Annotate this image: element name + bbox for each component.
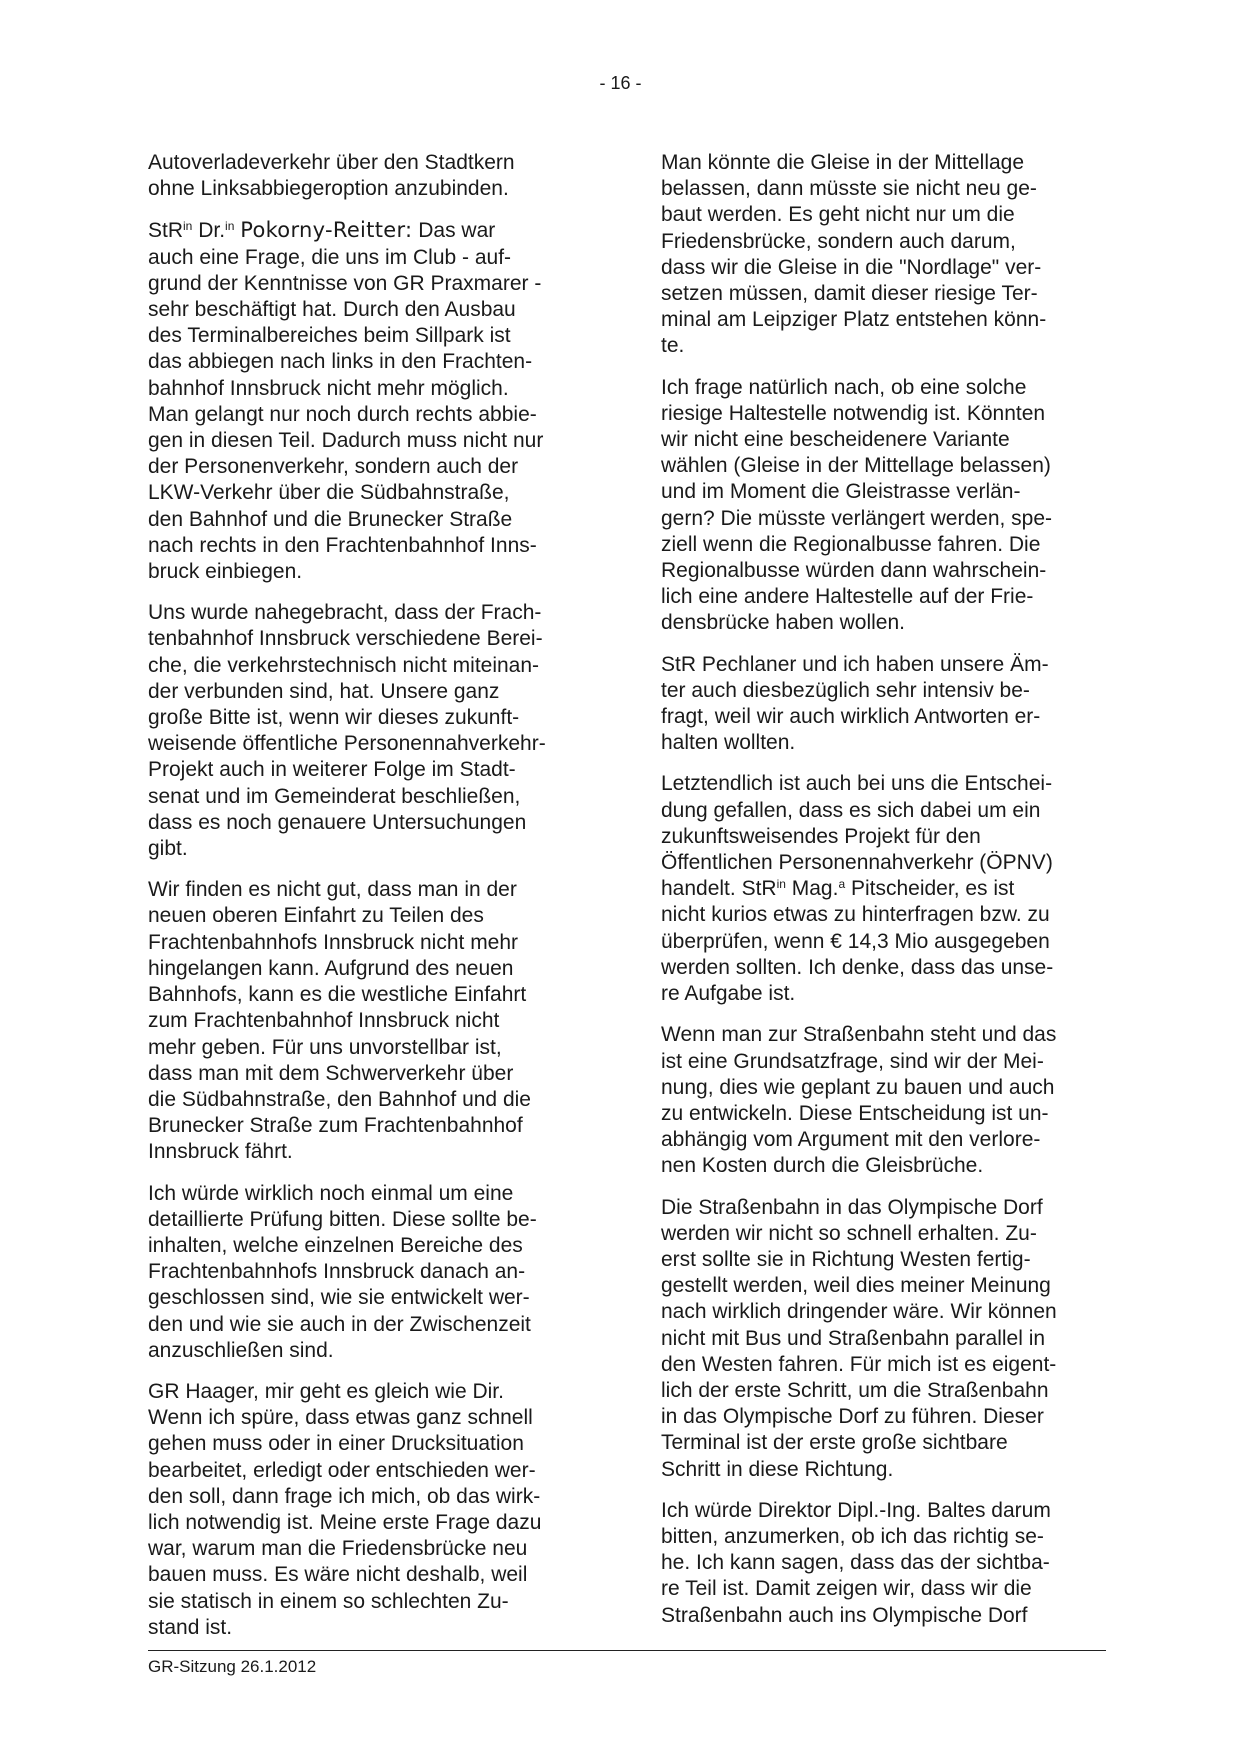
- footer-session: GR-Sitzung 26.1.2012: [148, 1657, 317, 1676]
- text-line: Bahnhofs, kann es die westliche Einfahrt: [148, 983, 527, 1007]
- speaker-line: [148, 217, 590, 244]
- footer-divider: [148, 1650, 1106, 1651]
- text-line: anzuschließen sind.: [148, 1338, 334, 1362]
- text-line: re Aufgabe ist.: [661, 982, 796, 1006]
- text-line: Frachtenbahnhofs Innsbruck nicht mehr: [148, 930, 519, 954]
- text-line: stand ist.: [148, 1615, 233, 1639]
- text-line: Letztendlich ist auch bei uns die Entschei-: [661, 772, 1053, 796]
- text-line: ohne Linksabbiegeroption anzubinden.: [148, 177, 509, 201]
- text-line: nen Kosten durch die Gleisbrüche.: [661, 1154, 984, 1178]
- text-fragment: handelt. StR: [661, 877, 777, 901]
- text-line: Regionalbusse würden dann wahrschein-: [661, 559, 1047, 583]
- text-line: ter auch diesbezüglich sehr intensiv be-: [661, 678, 1030, 702]
- page-number: - 16 -: [599, 73, 642, 93]
- text-line: Wenn man zur Straßenbahn steht und das: [661, 1023, 1057, 1047]
- text-fragment: Pitscheider, es ist: [845, 877, 1015, 901]
- left-column: [148, 150, 590, 1641]
- text-line: Straßenbahn auch ins Olympische Dorf: [661, 1603, 1028, 1627]
- mixed-line: [661, 876, 1103, 902]
- text-line: Terminal ist der erste große sichtbare: [661, 1431, 1008, 1455]
- text-line: Schritt in diese Richtung.: [661, 1457, 894, 1481]
- paragraph: [148, 150, 590, 202]
- text-line: GR Haager, mir geht es gleich wie Dir.: [148, 1379, 504, 1403]
- text-line: lich der erste Schritt, um die Straßenbahn: [661, 1378, 1049, 1402]
- text-line: werden sollten. Ich denke, dass das unse-: [661, 955, 1054, 979]
- text-line: abhängig vom Argument mit den verlore-: [661, 1128, 1041, 1152]
- right-column: [661, 150, 1103, 1629]
- speaker-title: StR: [148, 219, 184, 243]
- text-line: werden wir nicht so schnell erhalten. Zu-: [661, 1221, 1037, 1245]
- text-line: nung, dies wie geplant zu bauen und auch: [661, 1075, 1055, 1099]
- text-line: bearbeitet, erledigt oder entschieden wer-: [148, 1458, 536, 1482]
- paragraph: [661, 652, 1103, 757]
- text-line: die Südbahnstraße, den Bahnhof und die: [148, 1087, 531, 1111]
- text-line: gen in diesen Teil. Dadurch muss nicht nur: [148, 429, 544, 453]
- text-line: belassen, dann müsste sie nicht neu ge-: [661, 177, 1037, 201]
- speaker-name: Pokorny-Reitter:: [240, 218, 413, 243]
- text-line: he. Ich kann sagen, dass das der sichtba-: [661, 1551, 1050, 1575]
- speaker-title-2: Dr.: [198, 219, 226, 243]
- text-line: nicht mit Bus und Straßenbahn parallel in: [661, 1326, 1046, 1350]
- text-line: das abbiegen nach links in den Frachten-: [148, 350, 533, 374]
- text-line: Friedensbrücke, sondern auch darum,: [661, 229, 1016, 253]
- text-line: erst sollte sie in Richtung Westen fertig-: [661, 1247, 1031, 1271]
- paragraph: [661, 1195, 1103, 1483]
- text-line: bahnhof Innsbruck nicht mehr möglich.: [148, 376, 509, 400]
- text-line: sie statisch in einem so schlechten Zu-: [148, 1589, 509, 1613]
- text-line: hingelangen kann. Aufgrund des neuen: [148, 956, 514, 980]
- text-line: den Westen fahren. Für mich ist es eigent-: [661, 1352, 1057, 1376]
- paragraph: [148, 1379, 590, 1641]
- text-line: große Bitte ist, wenn wir dieses zukunft-: [148, 706, 520, 730]
- text-line: dass wir die Gleise in die "Nordlage" ver-: [661, 255, 1042, 279]
- text-line: war, warum man die Friedensbrücke neu: [148, 1537, 528, 1561]
- text-line: bauen muss. Es wäre nicht deshalb, weil: [148, 1563, 528, 1587]
- text-line: inhalten, welche einzelnen Bereiche des: [148, 1233, 523, 1257]
- text-line: Ich würde wirklich noch einmal um eine: [148, 1181, 514, 1205]
- text-line: der verbunden sind, hat. Unsere ganz: [148, 679, 500, 703]
- text-line: mehr geben. Für uns unvorstellbar ist,: [148, 1035, 502, 1059]
- text-line: densbrücke haben wollen.: [661, 611, 906, 635]
- text-line: setzen müssen, damit dieser riesige Ter-: [661, 282, 1038, 306]
- superscript: a: [838, 877, 846, 892]
- paragraph: [148, 1181, 590, 1364]
- text-line: wir nicht eine bescheidenere Variante: [661, 428, 1010, 452]
- text-line: den Bahnhof und die Brunecker Straße: [148, 507, 513, 531]
- text-line: zukunftsweisendes Projekt für den: [661, 824, 981, 848]
- text-line: Uns wurde nahegebracht, dass der Frach-: [148, 601, 542, 625]
- text-line: weisende öffentliche Personennahverkehr-: [148, 732, 546, 756]
- text-line: riesige Haltestelle notwendig ist. Könnten: [661, 401, 1046, 425]
- text-line: des Terminalbereiches beim Sillpark ist: [148, 324, 511, 348]
- text-line: dass es noch genauere Untersuchungen: [148, 810, 527, 834]
- text-fragment: Das war: [418, 219, 496, 243]
- text-line: zu entwickeln. Diese Entscheidung ist un-: [661, 1101, 1049, 1125]
- text-line: in das Olympische Dorf zu führen. Dieser: [661, 1405, 1044, 1429]
- text-line: nach rechts in den Frachtenbahnhof Inns-: [148, 533, 537, 557]
- text-line: minal am Leipziger Platz entstehen könn-: [661, 308, 1047, 332]
- text-line: gern? Die müsste verlängert werden, spe-: [661, 506, 1053, 530]
- text-line: halten wollten.: [661, 731, 796, 755]
- text-line: gestellt werden, weil dies meiner Meinung: [661, 1274, 1051, 1298]
- text-line: tenbahnhof Innsbruck verschiedene Berei-: [148, 627, 543, 651]
- paragraph: [661, 150, 1103, 360]
- text-line: Wenn ich spüre, dass etwas ganz schnell: [148, 1406, 533, 1430]
- text-line: der Personenverkehr, sondern auch der: [148, 455, 519, 479]
- paragraph: [661, 1498, 1103, 1629]
- text-line: sehr beschäftigt hat. Durch den Ausbau: [148, 298, 516, 322]
- text-line: Autoverladeverkehr über den Stadtkern: [148, 151, 515, 174]
- text-line: grund der Kenntnisse von GR Praxmarer -: [148, 271, 542, 295]
- text-line: nach wirklich dringender wäre. Wir können: [661, 1300, 1057, 1324]
- text-line: re Teil ist. Damit zeigen wir, dass wir die: [661, 1577, 1032, 1601]
- text-line: ziell wenn die Regionalbusse fahren. Die: [661, 532, 1041, 556]
- paragraph: [661, 771, 1103, 1007]
- text-line: Man gelangt nur noch durch rechts abbie-: [148, 402, 537, 426]
- text-line: zum Frachtenbahnhof Innsbruck nicht: [148, 1009, 500, 1033]
- superscript: in: [225, 219, 235, 234]
- text-line: Man könnte die Gleise in der Mittellage: [661, 151, 1025, 174]
- text-line: Wir finden es nicht gut, dass man in der: [148, 878, 517, 902]
- text-line: Projekt auch in weiterer Folge im Stadt-: [148, 758, 516, 782]
- text-line: fragt, weil wir auch wirklich Antworten er-: [661, 705, 1041, 729]
- text-line: lich eine andere Haltestelle auf der Frie-: [661, 585, 1034, 609]
- text-line: che, die verkehrstechnisch nicht miteinan-: [148, 653, 540, 677]
- text-line: gehen muss oder in einer Drucksituation: [148, 1432, 524, 1456]
- paragraph: [661, 375, 1103, 637]
- text-line: überprüfen, wenn € 14,3 Mio ausgegeben: [661, 929, 1050, 953]
- text-line: Innsbruck fährt.: [148, 1140, 293, 1164]
- superscript: in: [183, 219, 193, 234]
- text-line: dass man mit dem Schwerverkehr über: [148, 1061, 514, 1085]
- text-line: detaillierte Prüfung bitten. Diese sollte be-: [148, 1207, 537, 1231]
- text-line: den soll, dann frage ich mich, ob das wirk-: [148, 1484, 541, 1508]
- text-line: LKW-Verkehr über die Südbahnstraße,: [148, 481, 510, 505]
- text-line: dung gefallen, dass es sich dabei um ein: [661, 798, 1041, 822]
- text-line: Öffentlichen Personennahverkehr (ÖPNV): [661, 851, 1053, 875]
- text-line: Ich frage natürlich nach, ob eine solche: [661, 375, 1027, 399]
- text-line: Ich würde Direktor Dipl.-Ing. Baltes darum: [661, 1498, 1051, 1522]
- text-line: Frachtenbahnhofs Innsbruck danach an-: [148, 1260, 526, 1284]
- text-line: den und wie sie auch in der Zwischenzeit: [148, 1312, 531, 1336]
- paragraph: [661, 1022, 1103, 1179]
- text-line: senat und im Gemeinderat beschließen,: [148, 784, 521, 808]
- text-fragment: Mag.: [785, 877, 839, 901]
- text-line: auch eine Frage, die uns im Club - auf-: [148, 245, 512, 269]
- text-line: baut werden. Es geht nicht nur um die: [661, 203, 1015, 227]
- speaker-paragraph: [148, 217, 590, 585]
- paragraph: [148, 877, 590, 1165]
- text-line: te.: [661, 334, 685, 358]
- superscript: in: [776, 877, 786, 892]
- text-line: geschlossen sind, wie sie entwickelt wer-: [148, 1286, 530, 1310]
- text-line: Die Straßenbahn in das Olympische Dorf: [661, 1195, 1043, 1219]
- text-line: bitten, anzumerken, ob ich das richtig se-: [661, 1524, 1044, 1548]
- text-line: gibt.: [148, 837, 188, 861]
- text-line: StR Pechlaner und ich haben unsere Äm-: [661, 652, 1049, 676]
- text-line: bruck einbiegen.: [148, 560, 303, 584]
- text-line: lich notwendig ist. Meine erste Frage dazu: [148, 1510, 542, 1534]
- text-line: nicht kurios etwas zu hinterfragen bzw. zu: [661, 903, 1050, 927]
- text-line: neuen oberen Einfahrt zu Teilen des: [148, 904, 484, 928]
- paragraph: [148, 600, 590, 862]
- text-line: und im Moment die Gleistrasse verlän-: [661, 480, 1021, 504]
- text-line: Brunecker Straße zum Frachtenbahnhof: [148, 1114, 523, 1138]
- text-line: ist eine Grundsatzfrage, sind wir der Mei-: [661, 1049, 1044, 1073]
- text-line: wählen (Gleise in der Mittellage belassen): [661, 454, 1051, 478]
